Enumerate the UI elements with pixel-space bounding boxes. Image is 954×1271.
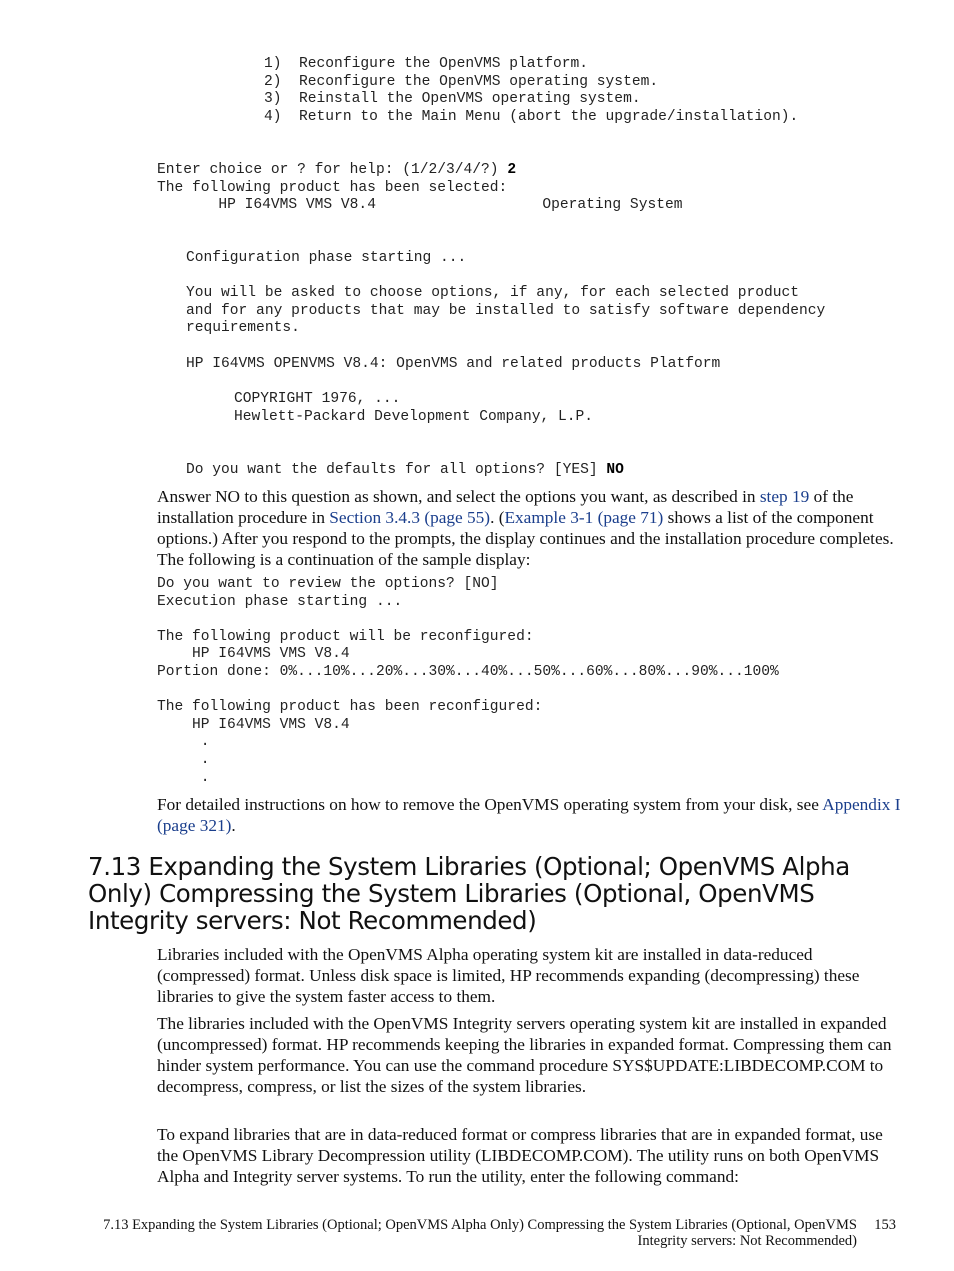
defaults-prompt: Do you want the defaults for all options? [YES]	[186, 462, 607, 478]
configuration-block	[186, 250, 466, 268]
options-text-line: requirements.	[186, 320, 300, 337]
continuation-line: .	[157, 751, 210, 768]
continuation-line: The following product will be reconfigured:	[157, 628, 534, 645]
continuation-line: .	[157, 769, 210, 786]
options-text-line: You will be asked to choose options, if any, for each selected product	[186, 285, 800, 301]
running-footer: 7.13 Expanding the System Libraries (Optional; OpenVMS Alpha Only) Compressing the System Libraries (Optional, OpenVMS Integrity servers: Not Recommended)	[103, 1217, 857, 1249]
continuation-line: HP I64VMS VMS V8.4	[157, 646, 350, 663]
para-text: Answer NO to this question as shown, and select the options you want, as described in	[157, 487, 760, 506]
body-paragraph: To expand libraries that are in data-reduced format or compress libraries that are in expanded format, use the OpenVMS Library Decompression utility (LIBDECOMP.COM). The utility runs on both OpenVMS Alpha and Integrity server systems. To run the utility, enter the following command:	[157, 1125, 883, 1186]
defaults-prompt-block	[186, 462, 624, 480]
choice-answer: 2	[507, 162, 517, 178]
copyright-line: Hewlett-Packard Development Company, L.P.	[234, 408, 594, 425]
remove-os-paragraph	[157, 794, 902, 836]
body-paragraph: The libraries included with the OpenVMS Integrity servers operating system kit are installed in expanded (uncompressed) format. HP recommends keeping the libraries in expanded format. Compressing them can hinder system performance. You can use the command procedure SYS$UPDATE:LIBDECOMP.COM to decompress, compress, or list the sizes of the system libraries.	[157, 1014, 892, 1096]
continuation-line: Do you want to review the options? [NO]	[157, 576, 499, 592]
selected-product-type: Operating System	[542, 197, 683, 214]
para-text: of the installation procedure in	[157, 487, 854, 527]
para-text: For detailed instructions on how to remove the OpenVMS operating system from your disk, see	[157, 795, 823, 814]
options-text-line: and for any products that may be installed to satisfy software dependency	[186, 302, 826, 319]
para-text: . (	[490, 508, 505, 527]
page-number: 153	[874, 1217, 896, 1233]
section-heading: 7.13 Expanding the System Libraries (Optional; OpenVMS Alpha Only) Compressing the System Libraries (Optional, OpenVMS Integrity servers: Not Recommended)	[88, 852, 850, 935]
choice-prompt: Enter choice or ? for help: (1/2/3/4/?)	[157, 162, 508, 178]
defaults-answer: NO	[606, 462, 624, 478]
menu-option: 2) Reconfigure the OpenVMS operating system.	[264, 73, 659, 90]
menu-options	[264, 56, 798, 126]
continuation-line: .	[157, 734, 210, 751]
para-text: .	[231, 816, 236, 835]
options-text-block	[186, 285, 825, 338]
section-3-4-3-link[interactable]: Section 3.4.3 (page 55)	[329, 508, 491, 527]
menu-option: 4) Return to the Main Menu (abort the upgrade/installation).	[264, 108, 799, 125]
config-phase-line: Configuration phase starting ...	[186, 250, 467, 266]
menu-option: 3) Reinstall the OpenVMS operating system.	[264, 91, 641, 108]
copyright-line: COPYRIGHT 1976, ...	[234, 391, 401, 407]
step-19-link[interactable]: step 19	[759, 487, 810, 506]
example-3-1-link[interactable]: Example 3-1 (page 71)	[504, 508, 664, 527]
continuation-line: The following product has been reconfigured:	[157, 699, 543, 716]
continuation-line: HP I64VMS VMS V8.4	[157, 716, 350, 733]
platform-line: HP I64VMS OPENVMS V8.4: OpenVMS and related products Platform	[186, 356, 721, 372]
choice-prompt-block	[157, 162, 682, 215]
para-text: shows a list of the component options.) After you respond to the prompts, the display continues and the installation procedure completes. The following is a continuation of the sample display:	[157, 508, 894, 569]
selected-line: The following product has been selected:	[157, 179, 508, 196]
answer-no-paragraph	[157, 486, 902, 570]
menu-option: 1) Reconfigure the OpenVMS platform.	[264, 56, 589, 72]
body-paragraph: Libraries included with the OpenVMS Alpha operating system kit are installed in data-reduced (compressed) format. Unless disk space is limited, HP recommends expanding (decompressing) these libraries to give the system faster access to them.	[157, 945, 860, 1006]
continuation-line: Execution phase starting ...	[157, 593, 403, 610]
continuation-line: Portion done: 0%...10%...20%...30%...40%...50%...60%...80%...90%...100%	[157, 663, 779, 680]
copyright-block	[234, 391, 593, 426]
appendix-i-link[interactable]: Appendix I (page 321)	[157, 795, 901, 835]
continuation-block	[157, 576, 779, 787]
selected-product: HP I64VMS VMS V8.4	[218, 197, 376, 214]
